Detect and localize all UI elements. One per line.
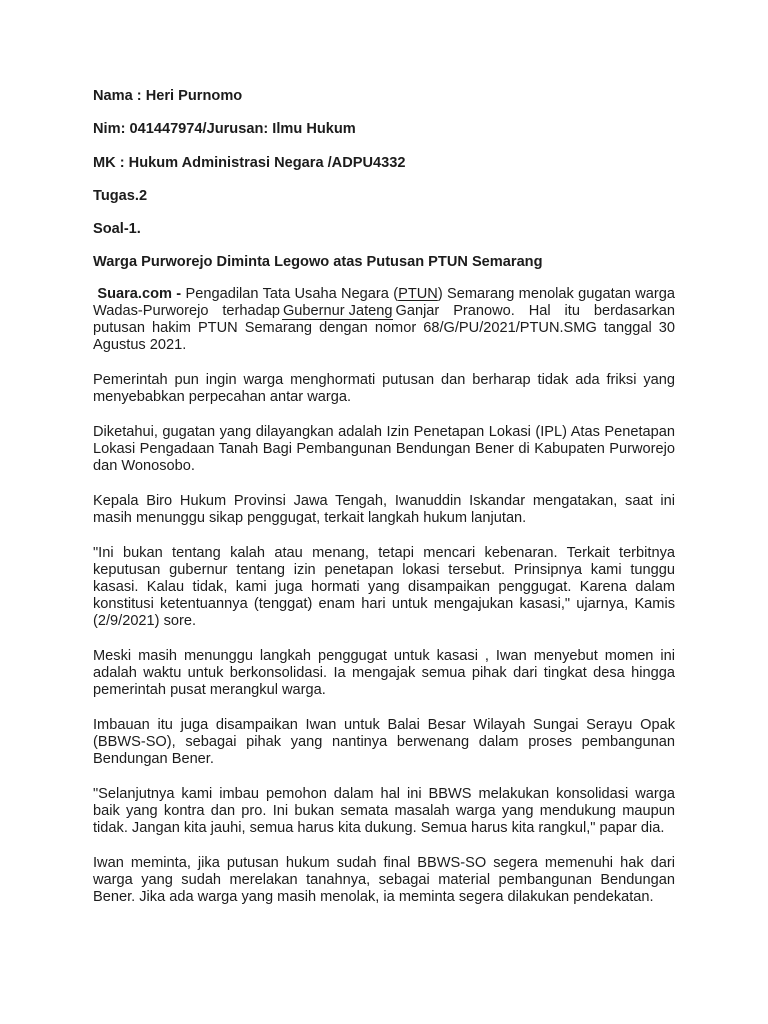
article-intro-paragraph [93,286,675,355]
paragraph-quote-embrace: "Selanjutnya kami imbau pemohon dalam hal ini BBWS melakukan konsolidasi warga baik yang kontra dan pro. Ini bukan semata masalah warga yang mendukung maupun tidak. Jangan kita jauhi, semua harus kita dukung. Semua harus kita rangkul," papar dia. [93,785,675,837]
task-label: Tugas.2 [93,187,148,204]
article-title: Warga Purworejo Diminta Legowo atas Putusan PTUN Semarang [93,254,543,271]
student-nim-major: Nim: 041447974/Jurusan: Ilmu Hukum [93,121,356,138]
course-line: MK : Hukum Administrasi Negara /ADPU4332 [93,154,406,171]
student-name: Nama : Heri Purnomo [93,88,243,104]
intro-text-2: ) Semarang menolak gugatan warga Wadas-Purworejo terhadap [93,285,676,319]
document-page [93,86,675,924]
question-label: Soal-1. [93,221,141,238]
paragraph-land-rights: Iwan meminta, jika putusan hukum sudah final BBWS-SO segera memenuhi hak dari warga yang sudah merelakan tanahnya, sebagai material pembangunan Bendungan Bener. Jika ada warga yang masih menolak, ia meminta segera dilakukan pendekatan. [93,854,675,906]
paragraph-government-respect: Pemerintah pun ingin warga menghormati putusan dan berharap tidak ada friksi yang menyebabkan perpecahan antar warga. [93,371,675,406]
paragraph-consolidation: Meski masih menunggu langkah penggugat untuk kasasi , Iwan menyebut momen ini adalah waktu untuk berkonsolidasi. Ia mengajak semua pihak dari tingkat desa hingga pemerintah pusat merangkul warga. [93,647,675,699]
ptun-link[interactable]: PTUN [398,285,438,302]
gubernur-jateng-link[interactable]: Gubernur Jateng [282,302,393,319]
intro-text-3: Ganjar Pranowo. Hal itu berdasarkan putusan hakim PTUN Semarang dengan nomor 68/G/PU/2021/PTUN.SMG tanggal 30 Agustus 2021. [93,302,675,354]
paragraph-quote-cassation: "Ini bukan tentang kalah atau menang, tetapi mencari kebenaran. Terkait terbitnya keputusan gubernur tentang izin penetapan lokasi tersebut. Prinsipnya kami tunggu kasasi. Kalau tidak, kami juga hormati yang disampaikan penggugat. Karena dalam konstitusi ketentuannya (tenggat) enam hari untuk mengajukan kasasi," ujarnya, Kamis (2/9/2021) sore. [93,544,675,630]
paragraph-legal-bureau: Kepala Biro Hukum Provinsi Jawa Tengah, Iwanuddin Iskandar mengatakan, saat ini masih menunggu sikap penggugat, terkait langkah hukum lanjutan. [93,492,675,526]
paragraph-bbws-so: Imbauan itu juga disampaikan Iwan untuk Balai Besar Wilayah Sungai Serayu Opak (BBWS-SO), sebagai pihak yang nantinya berwenang dalam proses pembangunan Bendungan Bener. [93,716,675,768]
intro-text-1: Pengadilan Tata Usaha Negara ( [185,285,399,302]
paragraph-lawsuit-ipl: Diketahui, gugatan yang dilayangkan adalah Izin Penetapan Lokasi (IPL) Atas Penetapan Lokasi Pengadaan Tanah Bagi Pembangunan Bendungan Bener di Kabupaten Purworejo dan Wonosobo. [93,423,675,475]
source-label: Suara.com - [97,285,182,302]
